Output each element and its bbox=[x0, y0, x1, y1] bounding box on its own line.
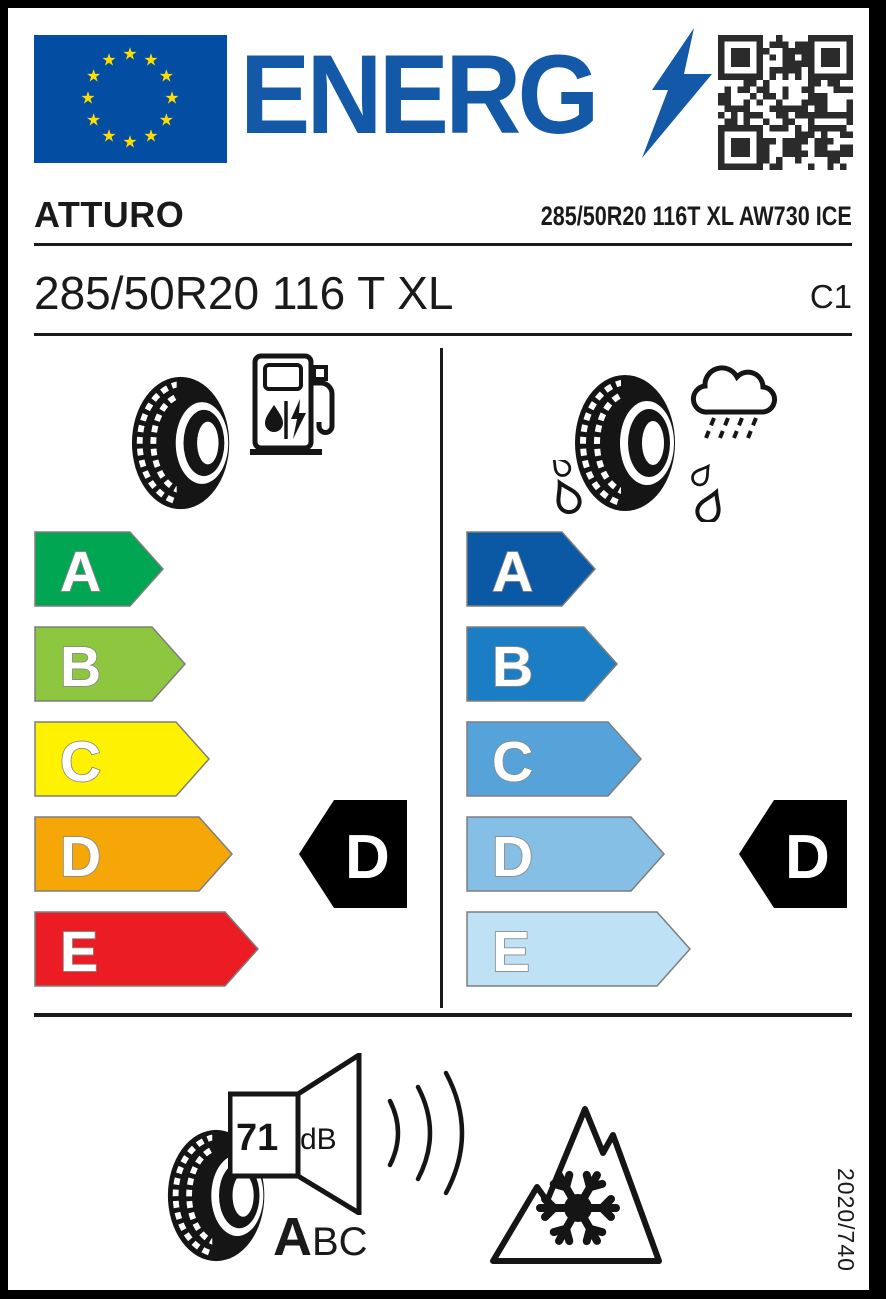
noise-value: 71 bbox=[236, 1117, 279, 1159]
grade-letter: E bbox=[492, 920, 531, 984]
grade-letter: C bbox=[60, 730, 102, 794]
tyre-size: 285/50R20 116 T XL bbox=[34, 267, 454, 319]
wet-grade-arrow-a bbox=[466, 531, 596, 607]
fuel-grade-arrow-a bbox=[34, 531, 164, 607]
wet-rating-indicator bbox=[737, 798, 849, 910]
grade-letter: B bbox=[492, 635, 534, 699]
eu-star-icon: ★ bbox=[80, 88, 96, 108]
regulation-number: 2020/740 bbox=[833, 1168, 859, 1272]
column-divider bbox=[440, 348, 443, 1008]
fuel-grade-arrow-d bbox=[34, 816, 233, 892]
water-splash-icon bbox=[536, 460, 590, 522]
eu-star-icon: ★ bbox=[101, 126, 117, 146]
eu-star-icon: ★ bbox=[122, 132, 138, 152]
water-splash-icon bbox=[684, 458, 734, 522]
grade-letter: D bbox=[60, 825, 102, 889]
brand-name: ATTURO bbox=[34, 194, 185, 235]
separator-line bbox=[34, 1013, 852, 1017]
wet-grade-arrow-c bbox=[466, 721, 642, 797]
tyre-class: C1 bbox=[809, 278, 852, 315]
wet-grade-arrow-e bbox=[466, 911, 691, 987]
snowflake-mountain-icon bbox=[487, 1095, 667, 1267]
rain-cloud-icon bbox=[684, 352, 780, 448]
eu-star-icon: ★ bbox=[143, 50, 159, 70]
fuel-grade-arrow-b bbox=[34, 626, 186, 702]
noise-class-others: BC bbox=[312, 1220, 368, 1264]
noise-unit: dB bbox=[300, 1123, 337, 1156]
tyre-icon bbox=[130, 373, 237, 513]
lightning-bolt-icon bbox=[638, 28, 716, 160]
eu-star-icon: ★ bbox=[164, 88, 180, 108]
separator-line bbox=[34, 333, 852, 336]
eu-star-icon: ★ bbox=[158, 66, 174, 86]
grade-letter: E bbox=[60, 920, 99, 984]
grade-letter: D bbox=[492, 825, 534, 889]
noise-class-letter: A bbox=[273, 1207, 312, 1267]
grade-letter: A bbox=[60, 540, 102, 604]
qr-code-icon bbox=[718, 35, 853, 170]
fuel-rating-indicator bbox=[297, 798, 409, 910]
separator-line bbox=[34, 243, 852, 246]
fuel-grade-arrow-e bbox=[34, 911, 259, 987]
eu-star-icon: ★ bbox=[101, 50, 117, 70]
eu-star-icon: ★ bbox=[143, 126, 159, 146]
loudspeaker-icon bbox=[228, 1053, 362, 1215]
eu-flag bbox=[34, 35, 227, 163]
grade-letter: C bbox=[492, 730, 534, 794]
eu-star-icon: ★ bbox=[86, 66, 102, 86]
eu-star-icon: ★ bbox=[86, 110, 102, 130]
wet-rating-letter: D bbox=[785, 823, 830, 892]
grade-letter: A bbox=[492, 540, 534, 604]
wet-grade-arrow-b bbox=[466, 626, 618, 702]
wet-grade-arrow-d bbox=[466, 816, 665, 892]
grade-letter: B bbox=[60, 635, 102, 699]
energ-logo-text: ENERG bbox=[240, 31, 596, 157]
eu-star-icon: ★ bbox=[122, 44, 138, 64]
fuel-grade-arrow-c bbox=[34, 721, 210, 797]
noise-class bbox=[273, 1206, 368, 1268]
eu-star-icon: ★ bbox=[158, 110, 174, 130]
fuel-pump-icon bbox=[250, 353, 342, 457]
sound-waves-icon bbox=[378, 1063, 466, 1203]
product-spec-line: 285/50R20 116T XL AW730 ICE bbox=[541, 201, 852, 231]
fuel-rating-letter: D bbox=[345, 823, 390, 892]
